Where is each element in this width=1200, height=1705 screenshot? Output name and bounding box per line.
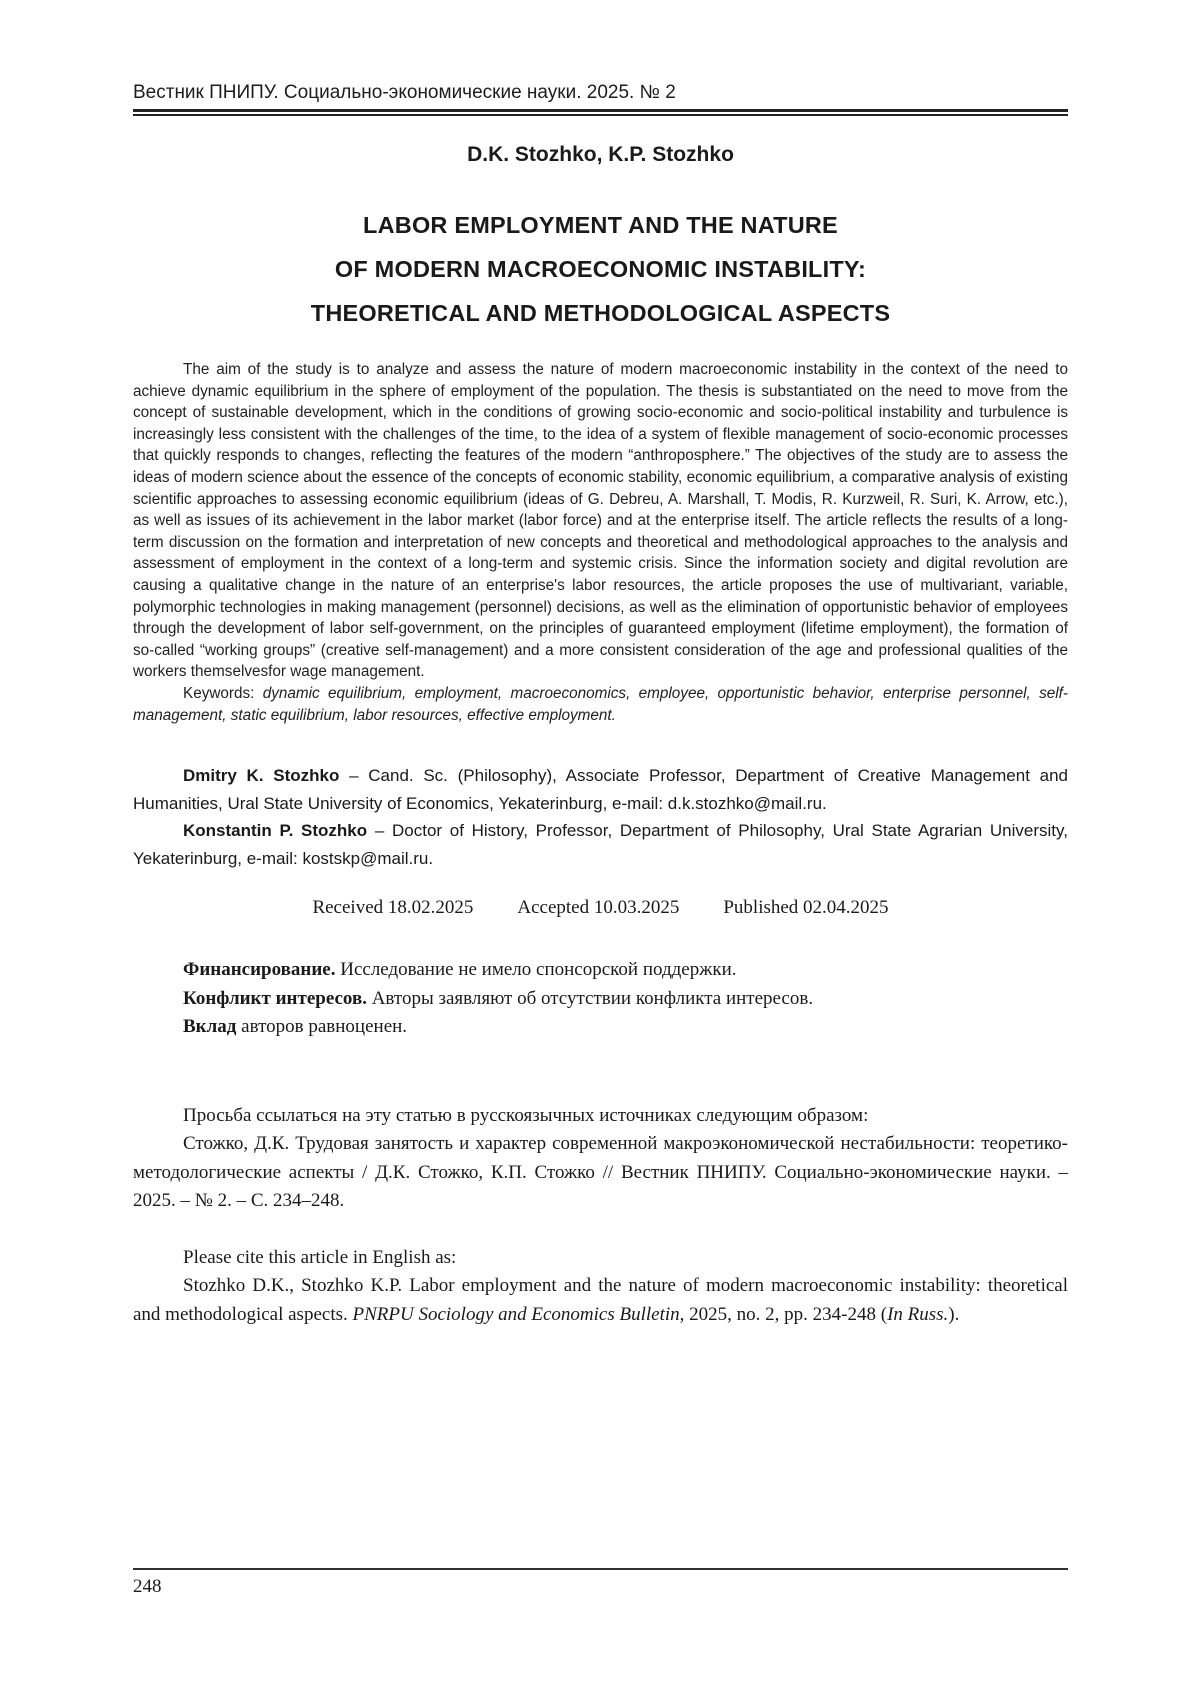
funding-note xyxy=(133,956,1068,985)
keywords-line xyxy=(133,683,1068,726)
article-title-line: OF MODERN MACROECONOMIC INSTABILITY: xyxy=(334,256,867,282)
citation-en-before: Stozhko D.K., Stozhko K.P. Labor employment and the nature of modern macroeconomic instability: theoretical and methodological aspects. xyxy=(133,1275,1068,1325)
keywords-list: dynamic equilibrium, employment, macroeconomics, employee, opportunistic behavior, enterprise personnel, self-management, static equilibrium, labor resources, effective employment. xyxy=(133,684,1068,724)
author-bios-section xyxy=(133,762,1068,872)
citation-en-section xyxy=(133,1244,1068,1330)
citation-ru-intro: Просьба ссылаться на эту статью в русскоязычных источниках следующим образом: xyxy=(183,1104,869,1126)
header-rule xyxy=(133,109,1068,116)
author-name: Dmitry K. Stozhko xyxy=(183,766,340,786)
abstract-section xyxy=(133,359,1068,726)
author-bio-details: – Doctor of History, Professor, Department of Philosophy, Ural State Agrarian University, Yekaterinburg, e-mail: kostskp@mail.ru. xyxy=(133,821,1068,868)
article-title xyxy=(133,203,1068,335)
citation-en-intro: Please cite this article in English as: xyxy=(183,1246,457,1268)
funding-text: Исследование не имело спонсорской поддержки. xyxy=(335,959,737,981)
contribution-text: авторов равноценен. xyxy=(236,1016,408,1038)
authors-line: D.K. Stozhko, K.P. Stozhko xyxy=(467,143,734,166)
author-bio xyxy=(133,762,1068,817)
footer-rule xyxy=(133,1568,1068,1570)
author-bio-details: – Cand. Sc. (Philosophy), Associate Professor, Department of Creative Management and Humanities, Ural State University of Economics, Yekaterinburg, e-mail: d.k.stozhko@mail.ru. xyxy=(133,766,1069,813)
article-dates-line xyxy=(133,896,1068,920)
page-footer xyxy=(133,1568,1068,1599)
article-title-line: THEORETICAL AND METHODOLOGICAL ASPECTS xyxy=(310,300,891,326)
received-date: Received 18.02.2025 xyxy=(312,897,474,919)
citation-en-after: ). xyxy=(948,1303,960,1325)
published-date: Published 02.04.2025 xyxy=(723,897,889,919)
accepted-date: Accepted 10.03.2025 xyxy=(517,897,680,919)
citation-ru-section xyxy=(133,1102,1068,1216)
contribution-note xyxy=(133,1013,1068,1042)
funding-label: Финансирование. xyxy=(183,959,336,981)
conflict-label: Конфликт интересов. xyxy=(183,987,367,1009)
contribution-label: Вклад xyxy=(183,1016,237,1038)
citation-en-journal: PNRPU Sociology and Economics Bulletin xyxy=(352,1303,680,1325)
page-number: 248 xyxy=(133,1576,162,1597)
citation-en-text xyxy=(133,1272,1068,1329)
citation-en-in-russ: In Russ. xyxy=(887,1303,949,1325)
notes-section xyxy=(133,956,1068,1042)
conflict-text: Авторы заявляют об отсутствии конфликта интересов. xyxy=(366,987,814,1009)
keywords-label: Keywords: xyxy=(183,684,255,702)
journal-header: Вестник ПНИПУ. Социально-экономические науки. 2025. № 2 xyxy=(133,82,676,103)
author-bio xyxy=(133,817,1068,872)
article-title-line: LABOR EMPLOYMENT AND THE NATURE xyxy=(363,212,838,238)
author-name: Konstantin P. Stozhko xyxy=(183,821,368,841)
citation-ru-text: Стожко, Д.К. Трудовая занятость и характер современной макроэкономической нестабильности: теоретико-методологические аспекты / Д.К. Стожко, К.П. Стожко // Вестник ПНИПУ. Социально-экономические науки. – 2025. – № 2. – С. 234–248. xyxy=(133,1133,1068,1212)
conflict-note xyxy=(133,985,1068,1014)
abstract-text: The aim of the study is to analyze and assess the nature of modern macroeconomic instability in the context of the need to achieve dynamic equilibrium in the sphere of employment of the population. The thesis is substantiated on the need to move from the concept of sustainable development, which in the conditions of growing socio-economic and socio-political instability and turbulence is increasingly less consistent with the challenges of the time, to the idea of a system of flexible management of socio-economic processes that quickly responds to changes, reflecting the features of the modern “anthroposphere.” The objectives of the study are to assess the ideas of modern science about the essence of the concepts of economic stability, economic equilibrium, a comparative analysis of existing scientific approaches to assessing economic equilibrium (ideas of G. Debreu, A. Marshall, T. Modis, R. Kurzweil, R. Suri, K. Arrow, etc.), as well as issues of its achievement in the labor market (labor force) and at the enterprise itself. The article reflects the results of a long-term discussion on the formation and interpretation of new concepts and theoretical and methodological approaches to the analysis and assessment of employment in the context of a long-term and systemic crisis. Since the information society and digital revolution are causing a qualitative change in the nature of an enterprise's labor resources, the article proposes the use of multivariant, variable, polymorphic technologies in making management (personnel) decisions, as well as the elimination of opportunistic behavior of employees through the development of labor self-government, on the principles of guaranteed employment (lifetime employment), the formation of so-called “working groups” (creative self-management) and a more consistent consideration of the age and professional qualities of the workers themselvesfor wage management. xyxy=(133,361,1068,681)
citation-en-middle: , 2025, no. 2, pp. 234-248 ( xyxy=(679,1303,888,1325)
